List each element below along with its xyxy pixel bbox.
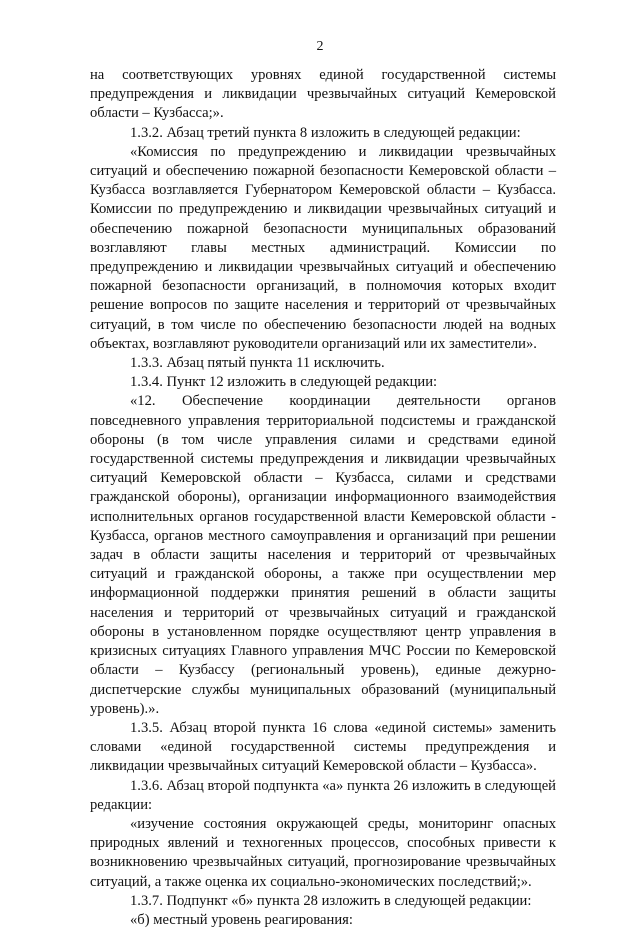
paragraph-1-3-4: 1.3.4. Пункт 12 изложить в следующей редакции: [130,374,438,391]
paragraph-1-3-2: 1.3.2. Абзац третий пункта 8 изложить в следующей редакции: [130,124,521,141]
paragraph-1-3-3: 1.3.3. Абзац пятый пункта 11 исключить. [130,355,385,372]
document-body [90,66,556,930]
paragraph-1-3-5: 1.3.5. Абзац второй пункта 16 слова «единой системы» заменить словами «единой государственной системы предупреждения и ликвидации чрезвычайных ситуаций Кемеровской области – Кузбасса». [90,719,556,775]
page-number: 2 [316,39,324,54]
paragraph-1-3-6: 1.3.6. Абзац второй подпункта «а» пункта 26 изложить в следующей редакции: [90,777,556,813]
paragraph-point-12-quote: «12. Обеспечение координации деятельности органов повседневного управления территориальной подсистемы и гражданской обороны (в том числе управления силами и средствами единой государственной системы предупреждения и ликвидации чрезвычайных ситуаций Кемеровской области – Кузбасса, силами и средствами гражданской обороны), организации информационного взаимодействия исполнительных органов государственной власти Кемеровской области - Кузбасса, органов местного самоуправления и организаций при решении задач в области защиты населения и территорий от чрезвычайных ситуаций и гражданской обороны, а также при осуществлении мер информационной поддержки принятия решений в области защиты населения и территорий от чрезвычайных ситуаций и гражданской обороны в установленном порядке осуществляют центр управления в кризисных ситуациях Главного управления МЧС России по Кемеровской области – Кузбассу (региональный уровень), единые дежурно-диспетчерские службы муниципальных образований (муниципальный уровень).». [90,393,556,717]
paragraph-commission-quote: «Комиссия по предупреждению и ликвидации чрезвычайных ситуаций и обеспечению пожарной безопасности Кемеровской области – Кузбасса возглавляется Губернатором Кемеровской области – Кузбасса. Комиссии по предупреждению и ликвидации чрезвычайных ситуаций и обеспечению пожарной безопасности муниципальных образований возглавляют главы местных администраций. Комиссии по предупреждению и ликвидации чрезвычайных ситуаций и обеспечению пожарной безопасности организаций, в полномочия которых входит решение вопросов по защите населения и территорий от чрезвычайных ситуаций, в том числе по обеспечению безопасности людей на водных объектах, возглавляют руководители организаций или их заместители». [90,143,556,352]
paragraph-continuation: на соответствующих уровнях единой государственной системы предупреждения и ликвидации чрезвычайных ситуаций Кемеровской области – Кузбасса;». [90,67,556,122]
paragraph-subpoint-b: «б) местный уровень реагирования: [130,911,353,928]
paragraph-1-3-7: 1.3.7. Подпункт «б» пункта 28 изложить в следующей редакции: [130,892,532,909]
paragraph-monitoring-quote: «изучение состояния окружающей среды, мониторинг опасных природных явлений и техногенных процессов, способных привести к возникновению чрезвычайных ситуаций, прогнозирование чрезвычайных ситуаций, а также оценка их социально-экономических последствий;». [90,815,556,890]
